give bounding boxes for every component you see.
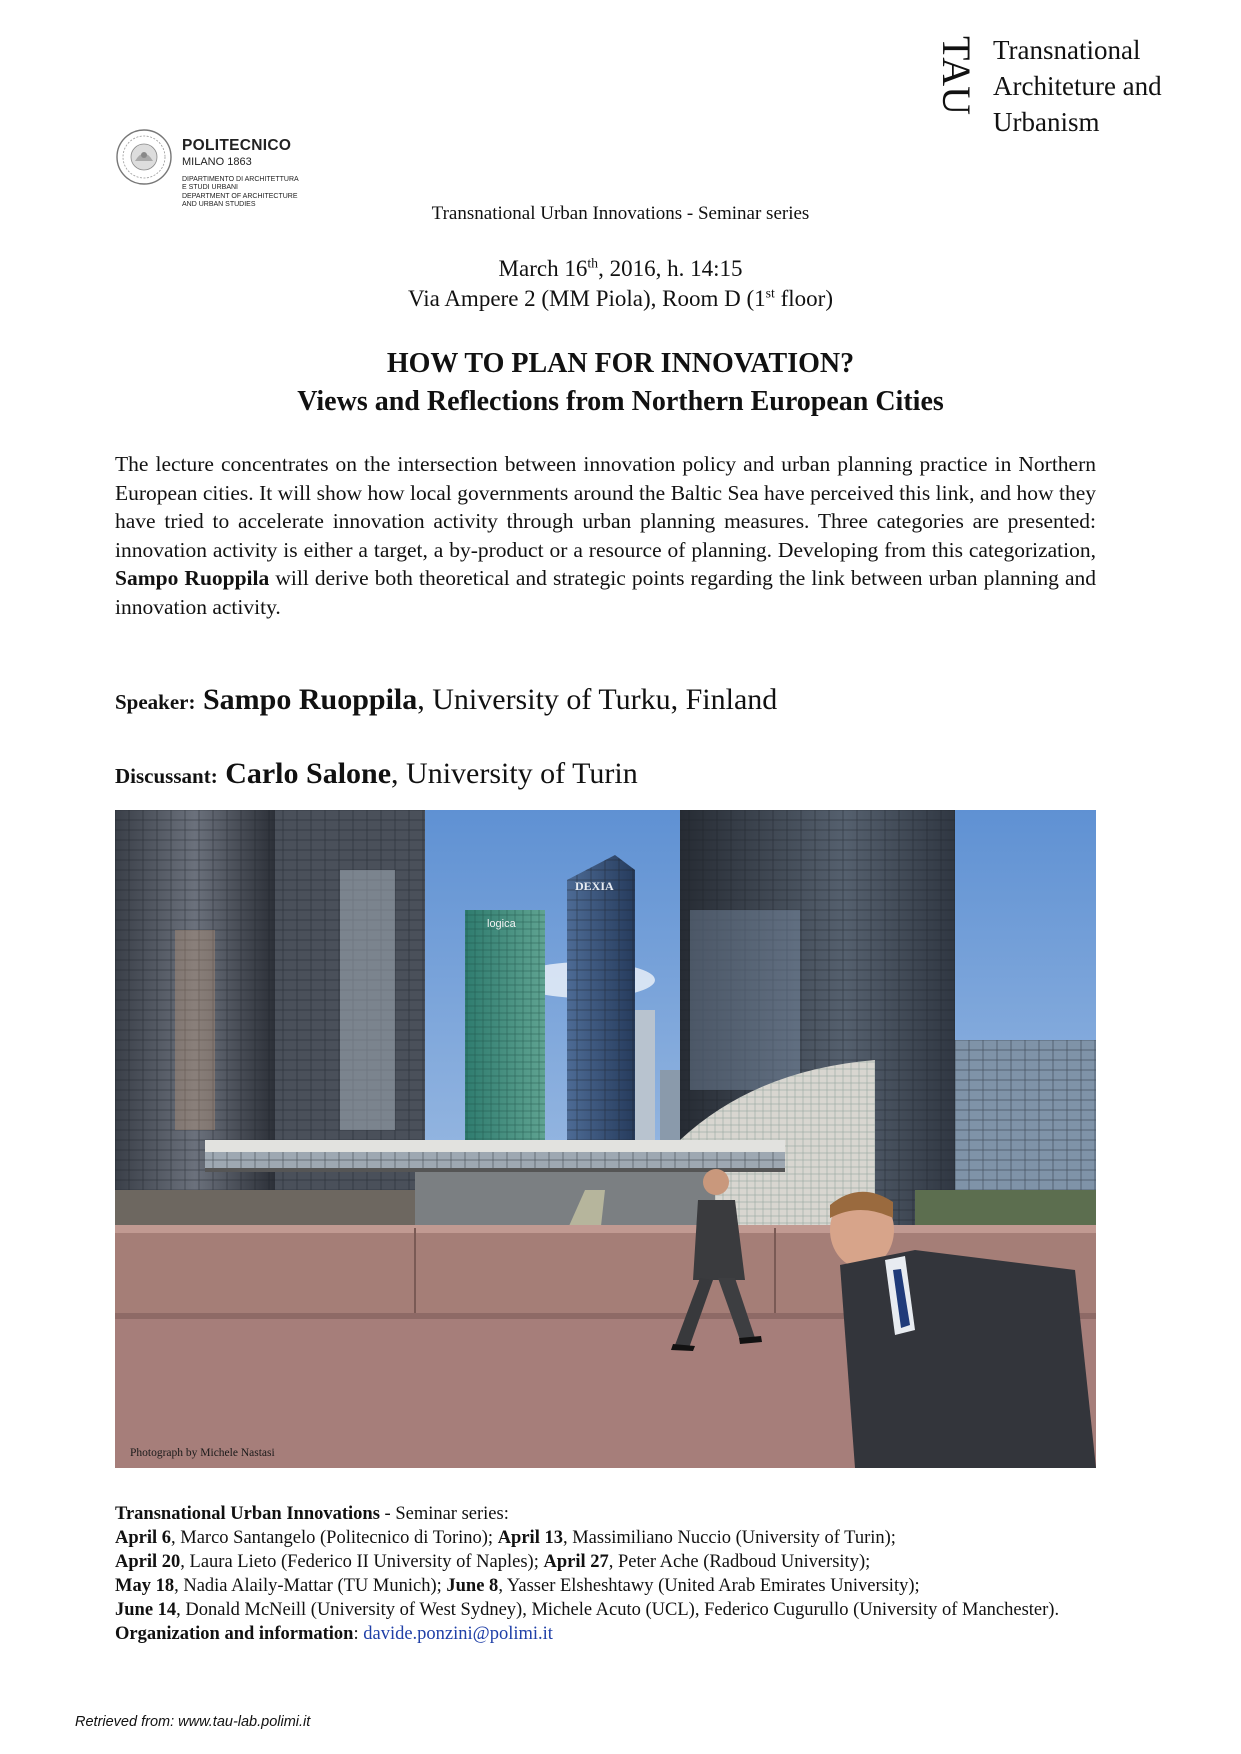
city-photograph bbox=[115, 810, 1096, 1468]
discussant-affiliation: , University of Turin bbox=[391, 757, 638, 790]
seminar-date: April 20 bbox=[115, 1552, 181, 1572]
abstract-text-2: will derive both theoretical and strategic points regarding the link between urban planning and innovation activity. bbox=[115, 566, 1097, 619]
dept-en-line-2: AND URBAN STUDIES bbox=[182, 200, 256, 208]
organization-separator: : bbox=[353, 1624, 364, 1644]
seminar-text: , Massimiliano Nuccio (University of Turin); bbox=[562, 1528, 896, 1548]
seminar-line bbox=[115, 1550, 1105, 1574]
seminar-date: April 13 bbox=[497, 1528, 563, 1548]
dept-it-line-1: DIPARTIMENTO DI ARCHITETTURA bbox=[182, 176, 299, 183]
seminar-date: April 6 bbox=[115, 1528, 172, 1548]
photo-illustration bbox=[115, 810, 1096, 1468]
tau-logo bbox=[934, 32, 1235, 137]
event-venue bbox=[0, 286, 1241, 312]
page-subtitle: Views and Reflections from Northern European Cities bbox=[297, 386, 944, 417]
speaker-label: Speaker: bbox=[115, 690, 196, 714]
page-title: HOW TO PLAN FOR INNOVATION? bbox=[386, 348, 855, 379]
event-date bbox=[0, 256, 1241, 282]
politecnico-seal-icon bbox=[115, 128, 173, 186]
venue-floor: floor) bbox=[774, 286, 833, 311]
date-suffix: th bbox=[587, 255, 599, 271]
dexia-sign: DEXIA bbox=[575, 879, 614, 893]
seminar-text: , Peter Ache (Radboud University); bbox=[608, 1552, 871, 1572]
speaker-affiliation: , University of Turku, Finland bbox=[417, 683, 778, 716]
seminar-date: June 8 bbox=[446, 1576, 499, 1596]
organization-label: Organization and information bbox=[115, 1624, 354, 1644]
series-heading-bold: Transnational Urban Innovations bbox=[115, 1504, 380, 1524]
date-text: March 16 bbox=[498, 256, 588, 281]
floor-suffix: st bbox=[765, 285, 775, 301]
tau-mark-text: TAU bbox=[934, 36, 979, 116]
abstract-text-1: The lecture concentrates on the intersection between innovation policy and urban planning practice in Northern European cities. It will show how local governments around the Baltic Sea have perceived this link, and how they have tried to accelerate innovation activity through urban planning measures. Three categories are presented: innovation activity is either a target, a by-product or a resource of planning. Developing from this categorization, bbox=[115, 452, 1096, 562]
retrieved-from-note: Retrieved from: www.tau-lab.polimi.it bbox=[75, 1714, 311, 1730]
tau-name bbox=[993, 32, 1162, 140]
contact-email-link[interactable]: davide.ponzini@polimi.it bbox=[363, 1624, 553, 1644]
abstract-paragraph bbox=[115, 450, 1096, 621]
seminar-date: April 27 bbox=[543, 1552, 609, 1572]
speaker-name: Sampo Ruoppila bbox=[203, 683, 418, 716]
date-time: , 2016, h. 14:15 bbox=[598, 256, 743, 281]
seminar-text: , Yasser Elsheshtawy (United Arab Emirates University); bbox=[498, 1576, 920, 1596]
series-heading-rest: - Seminar series: bbox=[379, 1504, 509, 1524]
tau-line-1: Transnational bbox=[993, 35, 1141, 65]
discussant-label: Discussant: bbox=[115, 764, 218, 788]
speaker-line bbox=[115, 683, 777, 717]
series-heading bbox=[115, 1502, 1105, 1526]
tau-line-3: Urbanism bbox=[993, 107, 1100, 137]
venue-text: Via Ampere 2 (MM Piola), Room D (1 bbox=[408, 286, 766, 311]
logica-sign: logica bbox=[487, 918, 516, 930]
dept-en-line-1: DEPARTMENT OF ARCHITECTURE bbox=[182, 192, 298, 200]
seminar-date: May 18 bbox=[115, 1576, 175, 1596]
abstract-speaker-name: Sampo Ruoppila bbox=[115, 566, 270, 590]
series-header: Transnational Urban Innovations - Seminar series bbox=[431, 203, 810, 224]
politecnico-name: POLITECNICO bbox=[182, 137, 292, 154]
seminar-text: , Marco Santangelo (Politecnico di Torino); bbox=[171, 1528, 498, 1548]
seminar-line bbox=[115, 1526, 1105, 1550]
organization-line bbox=[115, 1622, 1105, 1646]
dept-it-line-2: E STUDI URBANI bbox=[182, 184, 239, 192]
seminar-line bbox=[115, 1598, 1105, 1622]
discussant-name: Carlo Salone bbox=[225, 757, 392, 790]
tau-mark-icon bbox=[934, 32, 979, 128]
seminar-series-list bbox=[115, 1502, 1105, 1646]
seminar-date: June 14 bbox=[115, 1600, 177, 1620]
discussant-line bbox=[115, 757, 638, 791]
seminar-text: , Donald McNeill (University of West Sydney), Michele Acuto (UCL), Federico Cugurullo (University of Manchester). bbox=[176, 1600, 1060, 1620]
seminar-line bbox=[115, 1574, 1105, 1598]
seminar-text: , Laura Lieto (Federico II University of Naples); bbox=[180, 1552, 544, 1572]
photo-credit: Photograph by Michele Nastasi bbox=[130, 1447, 275, 1459]
politecnico-city-year: MILANO 1863 bbox=[182, 156, 252, 168]
tau-line-2: Architeture and bbox=[993, 71, 1162, 101]
seminar-text: , Nadia Alaily-Mattar (TU Munich); bbox=[174, 1576, 447, 1596]
